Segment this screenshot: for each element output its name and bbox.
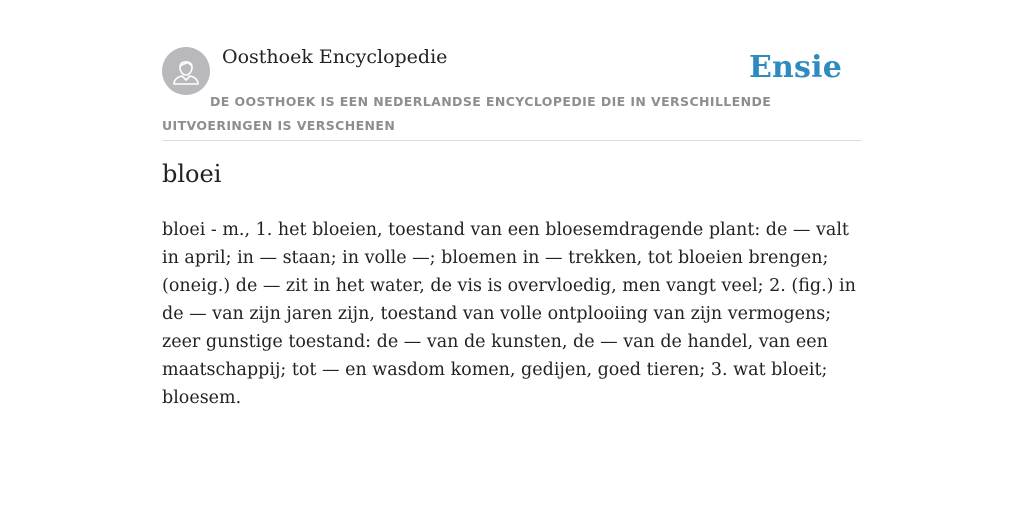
entry-definition: bloei - m., 1. het bloeien, toestand van een bloesemdragende plant: de — valt in april; in — staan; in volle —; bloemen in — trekken, tot bloeien brengen; (oneig.) de — zit in het water, de vis is overvloedig, men vangt veel; 2. (fig.) in de — van zijn jaren zijn, toestand van volle ontplooiing van zijn vermogens; zeer gunstige toestand: de — van de kunsten, de — van de handel, van een maatschappij; tot — en wasdom komen, gedijen, goed tieren; 3. wat bloeit; bloesem. <box>162 220 856 408</box>
source-header <box>162 44 862 141</box>
user-silhouette-icon <box>162 47 210 95</box>
source-description: DE OOSTHOEK IS EEN NEDERLANDSE ENCYCLOPEDIE DIE IN VERSCHILLENDE UITVOERINGEN IS VERSCHENEN <box>162 94 772 133</box>
source-avatar[interactable] <box>162 47 210 95</box>
entry-term: bloei <box>162 160 222 188</box>
source-name[interactable]: Oosthoek Encyclopedie <box>222 46 448 68</box>
brand-logo[interactable]: Ensie <box>748 50 842 85</box>
